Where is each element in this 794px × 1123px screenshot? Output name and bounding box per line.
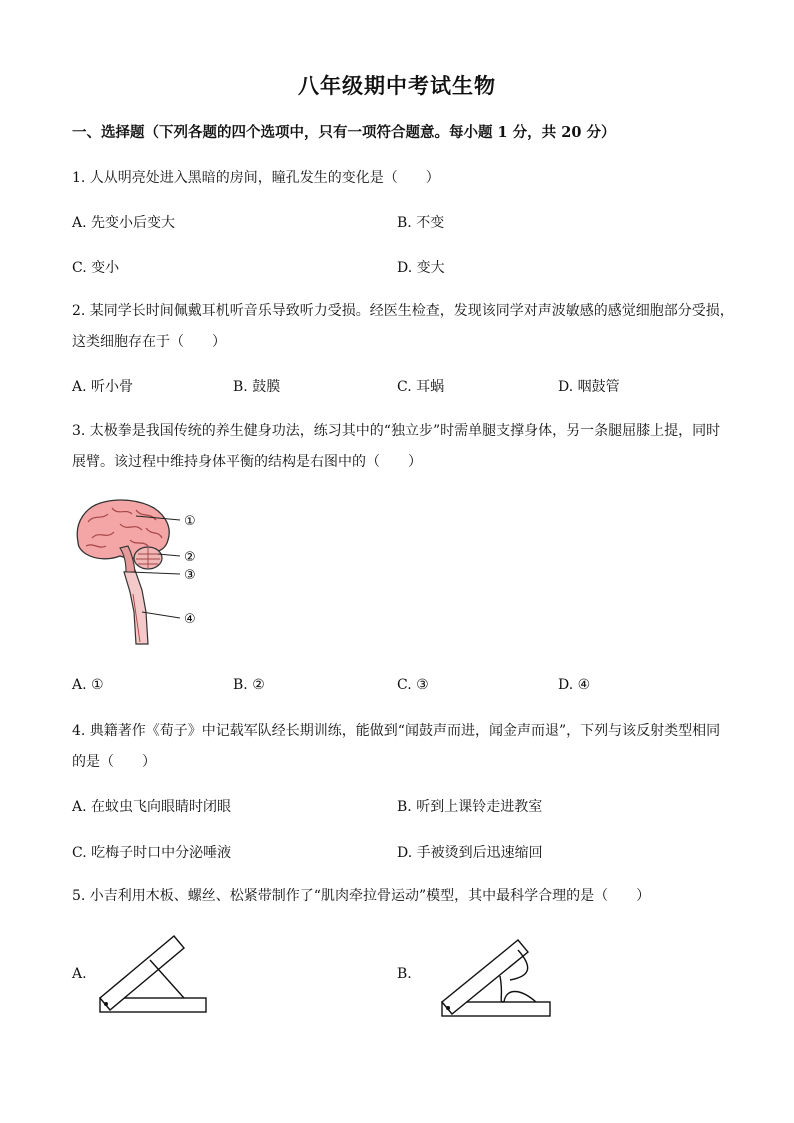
- question-1-text: 1. 人从明亮处进入黑暗的房间，瞳孔发生的变化是（ ）: [72, 170, 440, 186]
- question-4-option-b[interactable]: B. 听到上课铃走进教室: [397, 799, 543, 815]
- question-1-option-d[interactable]: D. 变大: [397, 260, 445, 276]
- question-2-text-line2: 这类细胞存在于（ ）: [72, 334, 226, 350]
- question-4-option-c[interactable]: C. 吃梅子时口中分泌唾液: [72, 845, 232, 861]
- question-2-option-a[interactable]: A. 听小骨: [72, 379, 134, 395]
- diagram-label-3: ③: [184, 568, 196, 583]
- section-heading: 一、选择题（下列各题的四个选项中，只有一项符合题意。每小题 1 分，共 20 分）: [72, 124, 616, 141]
- question-1-option-a[interactable]: A. 先变小后变大: [72, 215, 176, 231]
- model-a-band: [150, 960, 184, 998]
- question-1-option-b[interactable]: B. 不变: [397, 215, 445, 231]
- spinal-cord-shape: [124, 570, 148, 644]
- question-4-text-line2: 的是（ ）: [72, 754, 156, 770]
- brain-diagram: [72, 494, 212, 649]
- question-2-option-b[interactable]: B. 鼓膜: [233, 379, 281, 395]
- model-b-screw: [446, 1006, 450, 1010]
- question-4-option-d[interactable]: D. 手被烫到后迅速缩回: [397, 845, 543, 861]
- model-a-screw: [104, 1002, 108, 1006]
- question-3-option-d[interactable]: D. ④: [558, 677, 591, 693]
- question-1-option-c[interactable]: C. 变小: [72, 260, 120, 276]
- question-2-option-d[interactable]: D. 咽鼓管: [558, 379, 620, 395]
- label-4-line: [142, 612, 180, 618]
- question-4-option-a[interactable]: A. 在蚊虫飞向眼睛时闭眼: [72, 799, 232, 815]
- model-a-diagram: [90, 930, 220, 1020]
- model-b-band-left: [500, 976, 504, 1002]
- page-title: 八年级期中考试生物: [298, 73, 496, 98]
- question-4-text-line1: 4. 典籍著作《荀子》中记载军队经长期训练，能做到“闻鼓声而进，闻金声而退”，下列与该反射类型相同: [72, 723, 721, 739]
- question-2-text-line1: 2. 某同学长时间佩戴耳机听音乐导致听力受损。经医生检查，发现该同学对声波敏感的感觉细胞部分受损，: [72, 303, 734, 319]
- question-3-option-b[interactable]: B. ②: [233, 677, 265, 693]
- diagram-label-4: ④: [184, 612, 196, 627]
- model-b-diagram: [436, 936, 566, 1026]
- diagram-label-2: ②: [184, 550, 196, 565]
- question-2-option-c[interactable]: C. 耳蜗: [397, 379, 445, 395]
- question-5-option-a[interactable]: A.: [72, 966, 87, 982]
- label-3-line: [130, 572, 180, 574]
- question-5-text: 5. 小吉利用木板、螺丝、松紧带制作了“肌肉牵拉骨运动”模型，其中最科学合理的是（ ）: [72, 888, 651, 904]
- question-3-option-a[interactable]: A. ①: [72, 677, 104, 693]
- question-3-text-line2: 展臂。该过程中维持身体平衡的结构是右图中的（ ）: [72, 454, 422, 470]
- diagram-label-1: ①: [184, 514, 196, 529]
- question-3-option-c[interactable]: C. ③: [397, 677, 429, 693]
- model-b-band-lower: [504, 992, 536, 1003]
- question-3-text-line1: 3. 太极拳是我国传统的养生健身功法，练习其中的“独立步”时需单腿支撑身体，另一条腿屈膝上提，同时: [72, 423, 721, 439]
- question-5-option-b[interactable]: B.: [397, 966, 412, 982]
